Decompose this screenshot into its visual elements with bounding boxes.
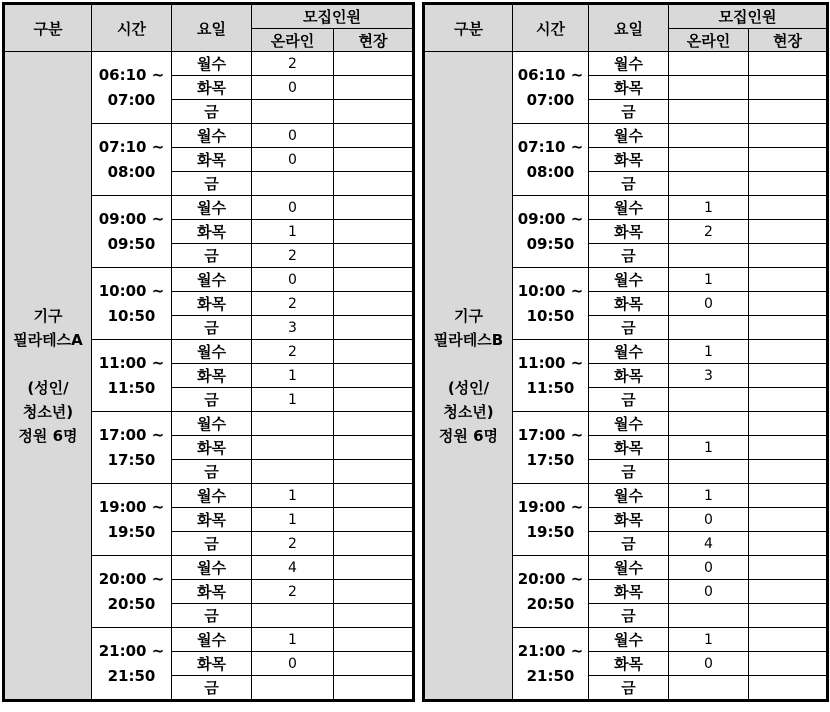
onsite-count [749, 532, 827, 556]
day-cell: 월수 [589, 484, 669, 508]
online-count [252, 604, 334, 628]
day-cell: 월수 [589, 268, 669, 292]
category-line: (성인/ [447, 378, 490, 397]
online-count: 1 [669, 340, 749, 364]
day-cell: 화목 [172, 220, 252, 244]
onsite-count [334, 508, 413, 532]
online-count [669, 100, 749, 124]
onsite-count [749, 436, 827, 460]
day-cell: 화목 [172, 292, 252, 316]
day-cell: 월수 [172, 556, 252, 580]
online-count: 1 [252, 484, 334, 508]
category-cell [425, 52, 513, 700]
header-recruit: 모집인원 [669, 5, 827, 29]
time-end: 19:50 [526, 522, 575, 541]
online-count [669, 316, 749, 340]
day-cell: 월수 [589, 52, 669, 76]
time-end: 11:50 [107, 378, 156, 397]
header-gubun: 구분 [5, 5, 92, 52]
onsite-count [749, 580, 827, 604]
category-line: 필라테스A [13, 330, 83, 349]
day-cell: 금 [172, 532, 252, 556]
time-cell [513, 556, 589, 628]
online-count [669, 124, 749, 148]
onsite-count [334, 532, 413, 556]
time-start: 20:00 ~ [517, 569, 584, 588]
online-count: 1 [669, 436, 749, 460]
online-count: 4 [252, 556, 334, 580]
day-cell: 금 [589, 100, 669, 124]
header-recruit: 모집인원 [252, 5, 413, 29]
time-end: 19:50 [107, 522, 156, 541]
time-cell [92, 556, 172, 628]
onsite-count [334, 172, 413, 196]
day-cell: 화목 [589, 652, 669, 676]
online-count: 0 [252, 652, 334, 676]
header-online: 온라인 [669, 29, 749, 52]
onsite-count [749, 172, 827, 196]
online-count [252, 172, 334, 196]
online-count: 3 [669, 364, 749, 388]
onsite-count [334, 412, 413, 436]
day-cell: 화목 [172, 508, 252, 532]
online-count: 1 [252, 364, 334, 388]
table-row [5, 52, 413, 76]
time-start: 06:10 ~ [98, 65, 165, 84]
online-count [669, 148, 749, 172]
onsite-count [749, 556, 827, 580]
schedule-body [5, 52, 413, 700]
onsite-count [334, 388, 413, 412]
day-cell: 금 [172, 316, 252, 340]
time-cell [92, 52, 172, 124]
time-cell [513, 268, 589, 340]
onsite-count [749, 412, 827, 436]
time-start: 21:00 ~ [517, 641, 584, 660]
category-line [5, 352, 91, 376]
header-time: 시간 [92, 5, 172, 52]
onsite-count [334, 244, 413, 268]
time-end: 09:50 [526, 234, 575, 253]
onsite-count [749, 364, 827, 388]
online-count [252, 460, 334, 484]
onsite-count [749, 196, 827, 220]
day-cell: 화목 [172, 652, 252, 676]
time-start: 09:00 ~ [98, 209, 165, 228]
online-count: 2 [252, 52, 334, 76]
time-cell [92, 412, 172, 484]
online-count [252, 412, 334, 436]
time-start: 10:00 ~ [98, 281, 165, 300]
onsite-count [334, 148, 413, 172]
onsite-count [334, 268, 413, 292]
day-cell: 월수 [172, 196, 252, 220]
day-cell: 금 [589, 676, 669, 700]
online-count: 0 [252, 76, 334, 100]
onsite-count [334, 628, 413, 652]
onsite-count [749, 268, 827, 292]
day-cell: 월수 [172, 340, 252, 364]
day-cell: 금 [172, 676, 252, 700]
onsite-count [749, 316, 827, 340]
time-cell [513, 124, 589, 196]
category-line: 정원 6명 [18, 426, 78, 445]
time-cell [92, 268, 172, 340]
onsite-count [334, 220, 413, 244]
header-online: 온라인 [252, 29, 334, 52]
day-cell: 월수 [589, 628, 669, 652]
time-cell [92, 124, 172, 196]
onsite-count [334, 316, 413, 340]
day-cell: 화목 [589, 508, 669, 532]
time-start: 07:10 ~ [98, 137, 165, 156]
day-cell: 월수 [172, 628, 252, 652]
online-count: 1 [669, 628, 749, 652]
day-cell: 화목 [172, 76, 252, 100]
online-count: 0 [252, 196, 334, 220]
day-cell: 금 [172, 244, 252, 268]
time-start: 09:00 ~ [517, 209, 584, 228]
time-start: 17:00 ~ [517, 425, 584, 444]
online-count: 4 [669, 532, 749, 556]
online-count [669, 76, 749, 100]
day-cell: 화목 [172, 148, 252, 172]
time-cell [92, 196, 172, 268]
online-count: 2 [252, 244, 334, 268]
onsite-count [334, 676, 413, 700]
time-start: 21:00 ~ [98, 641, 165, 660]
day-cell: 화목 [589, 364, 669, 388]
day-cell: 금 [589, 172, 669, 196]
time-cell [513, 484, 589, 556]
time-start: 10:00 ~ [517, 281, 584, 300]
time-end: 07:00 [107, 90, 156, 109]
category-line: 정원 6명 [438, 426, 499, 445]
table-row [425, 52, 827, 76]
online-count [669, 460, 749, 484]
header-onsite: 현장 [334, 29, 413, 52]
header-time: 시간 [513, 5, 589, 52]
time-end: 21:50 [107, 666, 156, 685]
online-count [252, 436, 334, 460]
online-count: 0 [252, 148, 334, 172]
category-line: (성인/ [27, 378, 69, 397]
online-count: 0 [252, 268, 334, 292]
online-count: 0 [669, 292, 749, 316]
online-count: 1 [669, 196, 749, 220]
onsite-count [334, 436, 413, 460]
online-count: 2 [252, 340, 334, 364]
day-cell: 금 [172, 100, 252, 124]
schedule-body [425, 52, 827, 700]
online-count [669, 388, 749, 412]
onsite-count [334, 292, 413, 316]
onsite-count [334, 364, 413, 388]
time-cell [513, 628, 589, 700]
day-cell: 금 [172, 604, 252, 628]
time-start: 07:10 ~ [517, 137, 584, 156]
onsite-count [334, 340, 413, 364]
online-count [669, 412, 749, 436]
time-end: 17:50 [526, 450, 575, 469]
time-start: 19:00 ~ [517, 497, 584, 516]
online-count: 1 [669, 268, 749, 292]
onsite-count [749, 244, 827, 268]
onsite-count [749, 124, 827, 148]
onsite-count [334, 652, 413, 676]
day-cell: 금 [589, 460, 669, 484]
category-line [425, 352, 512, 376]
header-onsite: 현장 [749, 29, 827, 52]
category-cell [5, 52, 92, 700]
header-gubun: 구분 [425, 5, 513, 52]
online-count: 1 [252, 628, 334, 652]
day-cell: 월수 [172, 484, 252, 508]
online-count [669, 172, 749, 196]
day-cell: 월수 [589, 340, 669, 364]
time-start: 19:00 ~ [98, 497, 165, 516]
day-cell: 화목 [589, 220, 669, 244]
day-cell: 화목 [589, 580, 669, 604]
day-cell: 화목 [589, 148, 669, 172]
time-end: 10:50 [107, 306, 156, 325]
online-count [252, 100, 334, 124]
onsite-count [334, 556, 413, 580]
onsite-count [749, 508, 827, 532]
time-end: 08:00 [107, 162, 156, 181]
online-count: 1 [669, 484, 749, 508]
time-cell [513, 340, 589, 412]
onsite-count [334, 196, 413, 220]
online-count [669, 244, 749, 268]
day-cell: 금 [172, 172, 252, 196]
online-count [669, 52, 749, 76]
day-cell: 화목 [589, 292, 669, 316]
onsite-count [749, 340, 827, 364]
online-count [669, 676, 749, 700]
day-cell: 금 [172, 388, 252, 412]
time-end: 10:50 [526, 306, 575, 325]
time-end: 11:50 [526, 378, 575, 397]
online-count: 2 [669, 220, 749, 244]
onsite-count [749, 388, 827, 412]
day-cell: 월수 [172, 52, 252, 76]
online-count: 0 [669, 556, 749, 580]
onsite-count [334, 484, 413, 508]
onsite-count [749, 52, 827, 76]
online-count [669, 604, 749, 628]
day-cell: 금 [172, 460, 252, 484]
category-line: 필라테스B [433, 330, 504, 349]
time-cell [513, 196, 589, 268]
day-cell: 금 [589, 244, 669, 268]
onsite-count [749, 604, 827, 628]
onsite-count [749, 76, 827, 100]
day-cell: 월수 [589, 196, 669, 220]
time-start: 11:00 ~ [98, 353, 165, 372]
day-cell: 화목 [589, 436, 669, 460]
online-count: 2 [252, 292, 334, 316]
day-cell: 월수 [589, 124, 669, 148]
online-count: 2 [252, 580, 334, 604]
onsite-count [334, 100, 413, 124]
time-end: 20:50 [107, 594, 156, 613]
day-cell: 화목 [172, 364, 252, 388]
online-count: 0 [669, 652, 749, 676]
onsite-count [749, 652, 827, 676]
time-cell [513, 412, 589, 484]
onsite-count [749, 460, 827, 484]
online-count: 1 [252, 220, 334, 244]
day-cell: 금 [589, 388, 669, 412]
time-end: 08:00 [526, 162, 575, 181]
online-count: 1 [252, 508, 334, 532]
onsite-count [334, 460, 413, 484]
time-start: 20:00 ~ [98, 569, 165, 588]
day-cell: 월수 [589, 556, 669, 580]
onsite-count [749, 628, 827, 652]
time-cell [92, 340, 172, 412]
time-cell [92, 484, 172, 556]
onsite-count [334, 580, 413, 604]
category-line: 청소년) [443, 402, 494, 421]
online-count: 1 [252, 388, 334, 412]
time-cell [513, 52, 589, 124]
online-count [252, 676, 334, 700]
day-cell: 금 [589, 532, 669, 556]
header-day: 요일 [172, 5, 252, 52]
onsite-count [749, 100, 827, 124]
online-count: 0 [669, 508, 749, 532]
onsite-count [334, 124, 413, 148]
day-cell: 화목 [589, 76, 669, 100]
onsite-count [334, 52, 413, 76]
day-cell: 금 [589, 316, 669, 340]
category-line: 기구 [33, 306, 63, 325]
onsite-count [334, 76, 413, 100]
day-cell: 월수 [172, 412, 252, 436]
onsite-count [749, 292, 827, 316]
category-line: 기구 [454, 306, 483, 325]
time-start: 11:00 ~ [517, 353, 584, 372]
day-cell: 화목 [172, 436, 252, 460]
time-end: 17:50 [107, 450, 156, 469]
time-end: 20:50 [526, 594, 575, 613]
category-line: 청소년) [22, 402, 74, 421]
onsite-count [749, 484, 827, 508]
time-cell [92, 628, 172, 700]
time-start: 17:00 ~ [98, 425, 165, 444]
header-day: 요일 [589, 5, 669, 52]
day-cell: 화목 [172, 580, 252, 604]
onsite-count [334, 604, 413, 628]
day-cell: 월수 [589, 412, 669, 436]
day-cell: 월수 [172, 124, 252, 148]
online-count: 3 [252, 316, 334, 340]
time-end: 09:50 [107, 234, 156, 253]
time-end: 07:00 [526, 90, 575, 109]
day-cell: 월수 [172, 268, 252, 292]
onsite-count [749, 148, 827, 172]
schedule-table-b [424, 4, 827, 700]
time-start: 06:10 ~ [517, 65, 584, 84]
online-count: 0 [669, 580, 749, 604]
schedule-table-a [4, 4, 413, 700]
online-count: 2 [252, 532, 334, 556]
onsite-count [749, 220, 827, 244]
time-end: 21:50 [526, 666, 575, 685]
online-count: 0 [252, 124, 334, 148]
day-cell: 금 [589, 604, 669, 628]
onsite-count [749, 676, 827, 700]
